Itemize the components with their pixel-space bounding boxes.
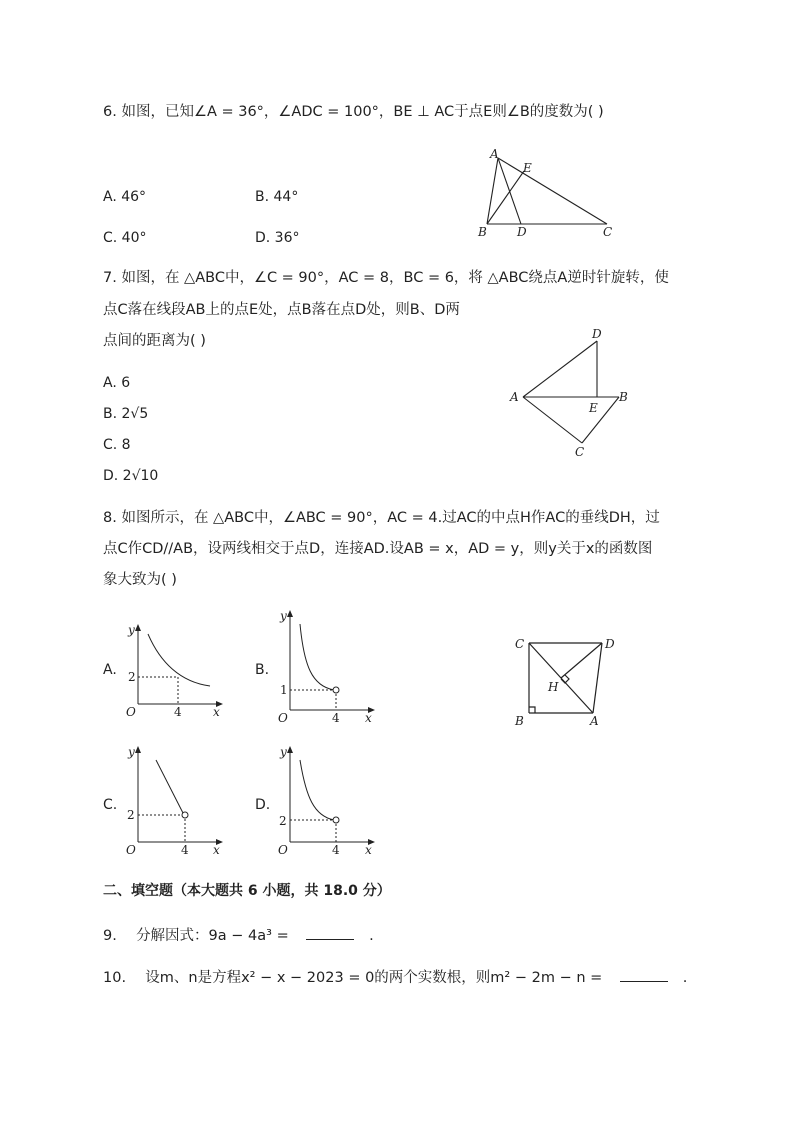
- q8-graph-d-x-axis: x: [365, 843, 372, 857]
- q10-row: [103, 967, 687, 988]
- q9-text: 分解因式：9a − 4a³ =: [136, 928, 289, 944]
- q8-graph-a: [120, 622, 230, 719]
- q8-graph-a-x-tick: 4: [174, 705, 182, 719]
- q6-label-a: A: [490, 147, 499, 161]
- q10-end: .: [682, 970, 688, 986]
- q7-stem-line2: 点C落在线段AB上的点E处，点B落在点D处，则B、D两: [103, 302, 460, 318]
- q7-option-d: D. 2√10: [103, 468, 159, 484]
- q8-option-b-letter: B.: [255, 662, 270, 678]
- q8-label-h: H: [548, 680, 559, 694]
- q8-stem-line2: 点C作CD//AB，设两线相交于点D，连接AD.设AB = x，AD = y，则y关于x的函数图: [103, 541, 653, 557]
- q7-label-a: A: [510, 390, 519, 404]
- q8-graph-a-x-axis: x: [213, 705, 220, 719]
- q8-graph-b-x-axis: x: [365, 711, 372, 725]
- q7-label-d: D: [592, 327, 602, 341]
- q6-label-b: B: [478, 225, 487, 239]
- q10-answer-blank[interactable]: [620, 967, 668, 982]
- q8-graph-b-x-tick: 4: [332, 711, 340, 725]
- q10-number: 10.: [103, 970, 127, 986]
- q8-option-a-letter: A.: [103, 662, 117, 678]
- q8-graph-b: [272, 606, 382, 725]
- q6-stem: 6. 如图，已知∠A = 36°，∠ADC = 100°，BE ⊥ AC于点E则∠B的度数为( ): [103, 104, 604, 120]
- q8-label-d: D: [605, 637, 615, 651]
- q7-option-c: C. 8: [103, 437, 131, 453]
- q6-option-c: C. 40°: [103, 230, 147, 246]
- q8-graph-c: [120, 742, 230, 857]
- q6-label-d: D: [517, 225, 527, 239]
- q8-option-c-letter: C.: [103, 797, 118, 813]
- q8-graph-b-y-axis: y: [280, 609, 287, 623]
- q7-label-e: E: [589, 401, 598, 415]
- q8-graph-c-origin: O: [126, 843, 136, 857]
- q8-graph-b-y-tick: 1: [280, 683, 288, 697]
- q8-graph-d-origin: O: [278, 843, 288, 857]
- q6-option-a: A. 46°: [103, 189, 147, 205]
- q8-label-a: A: [590, 714, 599, 728]
- q6-triangle-figure: [470, 142, 630, 242]
- q8-label-c: C: [515, 637, 525, 651]
- q8-graph-a-y-axis: y: [128, 623, 135, 637]
- q6-option-b: B. 44°: [255, 189, 299, 205]
- q8-graph-c-y-tick: 2: [127, 808, 135, 822]
- q8-graph-a-y-tick: 2: [128, 670, 136, 684]
- q7-stem-line1: 7. 如图，在 △ABC中，∠C = 90°，AC = 8，BC = 6，将 △ABC绕点A逆时针旋转，使: [103, 270, 669, 286]
- q8-stem-line3: 象大致为( ): [103, 572, 177, 588]
- q8-graph-d-y-axis: y: [280, 745, 287, 759]
- q7-stem-line3: 点间的距离为( ): [103, 333, 206, 349]
- q8-quadrilateral-figure: [510, 630, 630, 730]
- q9-number: 9.: [103, 928, 117, 944]
- q8-stem-line1: 8. 如图所示，在 △ABC中，∠ABC = 90°，AC = 4.过AC的中点H作AC的垂线DH，过: [103, 510, 660, 526]
- q9-answer-blank[interactable]: [306, 925, 354, 940]
- q8-graph-c-x-tick: 4: [181, 843, 189, 857]
- q7-rotation-figure: [505, 325, 635, 460]
- q9-row: [103, 925, 374, 946]
- q7-option-a: A. 6: [103, 375, 131, 391]
- q8-graph-a-origin: O: [126, 705, 136, 719]
- q7-label-c: C: [575, 445, 585, 459]
- q8-option-d-letter: D.: [255, 797, 271, 813]
- q8-graph-c-x-axis: x: [213, 843, 220, 857]
- q8-graph-b-origin: O: [278, 711, 288, 725]
- q7-label-b: B: [619, 390, 628, 404]
- q6-option-d: D. 36°: [255, 230, 300, 246]
- q10-text: 设m、n是方程x² − x − 2023 = 0的两个实数根，则m² − 2m − n =: [145, 970, 603, 986]
- q8-graph-c-y-axis: y: [128, 745, 135, 759]
- q9-end: .: [369, 928, 374, 944]
- q8-graph-d-y-tick: 2: [279, 814, 287, 828]
- q6-label-c: C: [603, 225, 613, 239]
- q8-graph-d: [272, 742, 382, 857]
- q8-label-b: B: [515, 714, 524, 728]
- q6-label-e: E: [523, 161, 532, 175]
- q7-option-b: B. 2√5: [103, 406, 149, 422]
- section-2-heading: 二、填空题（本大题共 6 小题，共 18.0 分）: [103, 883, 391, 899]
- q8-graph-d-x-tick: 4: [332, 843, 340, 857]
